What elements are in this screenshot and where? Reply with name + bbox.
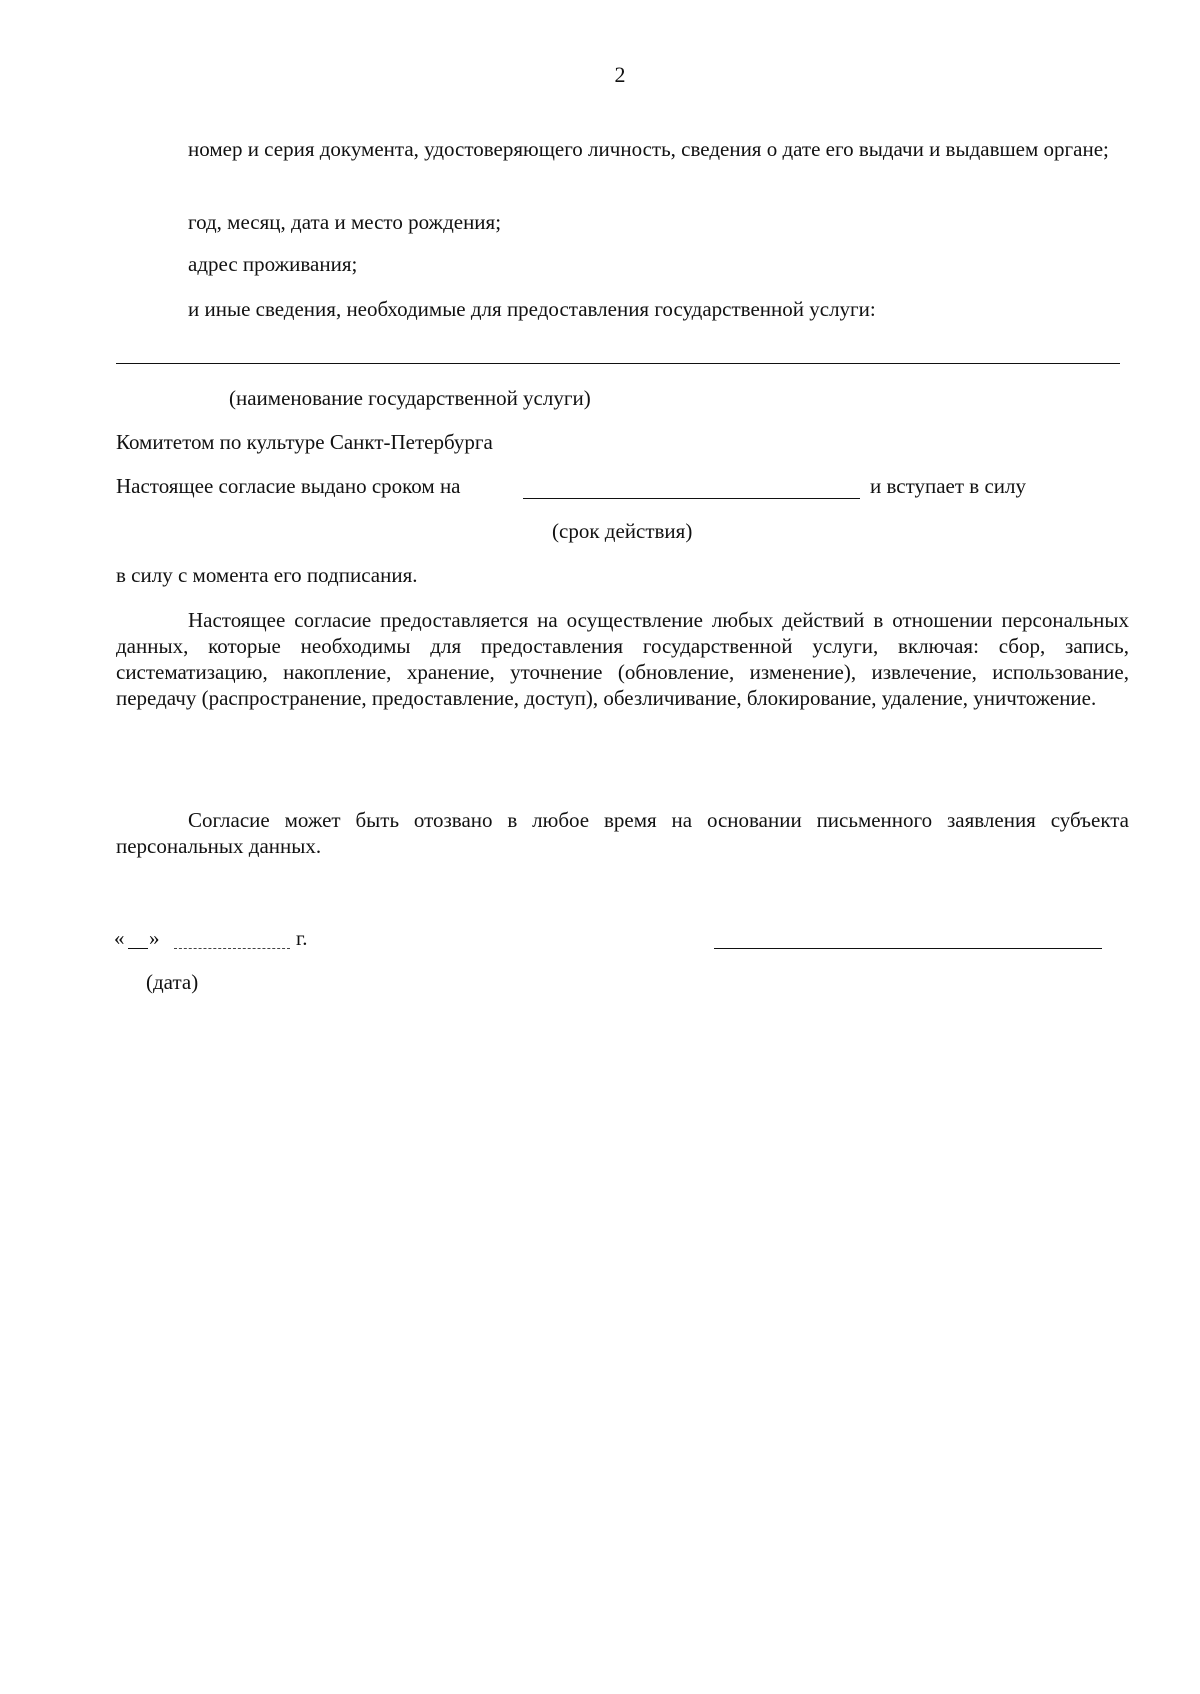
date-caption: (дата): [146, 970, 199, 994]
service-name-caption: (наименование государственной услуги): [229, 386, 591, 410]
item-birth: год, месяц, дата и место рождения;: [188, 210, 502, 234]
committee-line: Комитетом по культуре Санкт-Петербурга: [116, 430, 493, 454]
date-day-blank: [128, 948, 148, 949]
item-document-id: номер и серия документа, удостоверяющего личность, сведения о дате его выдачи и выдавшем органе;: [188, 137, 1109, 161]
scope-paragraph: Настоящее согласие предоставляется на осуществление любых действий в отношении персональных данных, которые необходимы для предоставления государственной услуги, включая: сбор, запись, систематизацию, накопление, хранение, уточнение (обновление, изменение), извлечение, использование, передачу (распространение, предоставление, доступ), обезличивание, блокирование, удаление, уничтожение.: [116, 608, 1129, 710]
term-prefix: Настоящее согласие выдано сроком на: [116, 474, 461, 498]
date-open-quote: «: [114, 926, 125, 950]
revocation-paragraph: Согласие может быть отозвано в любое время на основании письменного заявления субъекта персональных данных.: [116, 808, 1129, 858]
term-blank-line: [523, 498, 860, 499]
term-caption: (срок действия): [552, 519, 693, 543]
term-suffix: и вступает в силу: [870, 474, 1027, 498]
item-address: адрес проживания;: [188, 252, 358, 276]
service-name-line: [116, 363, 1120, 364]
signature-line: [714, 948, 1102, 949]
item-other: и иные сведения, необходимые для предоставления государственной услуги:: [188, 297, 876, 321]
date-close-quote: »: [149, 926, 160, 950]
term-continuation: в силу с момента его подписания.: [116, 563, 418, 587]
date-month-blank: [174, 948, 290, 949]
date-year-suffix: г.: [296, 926, 308, 950]
page-number: 2: [614, 62, 626, 87]
